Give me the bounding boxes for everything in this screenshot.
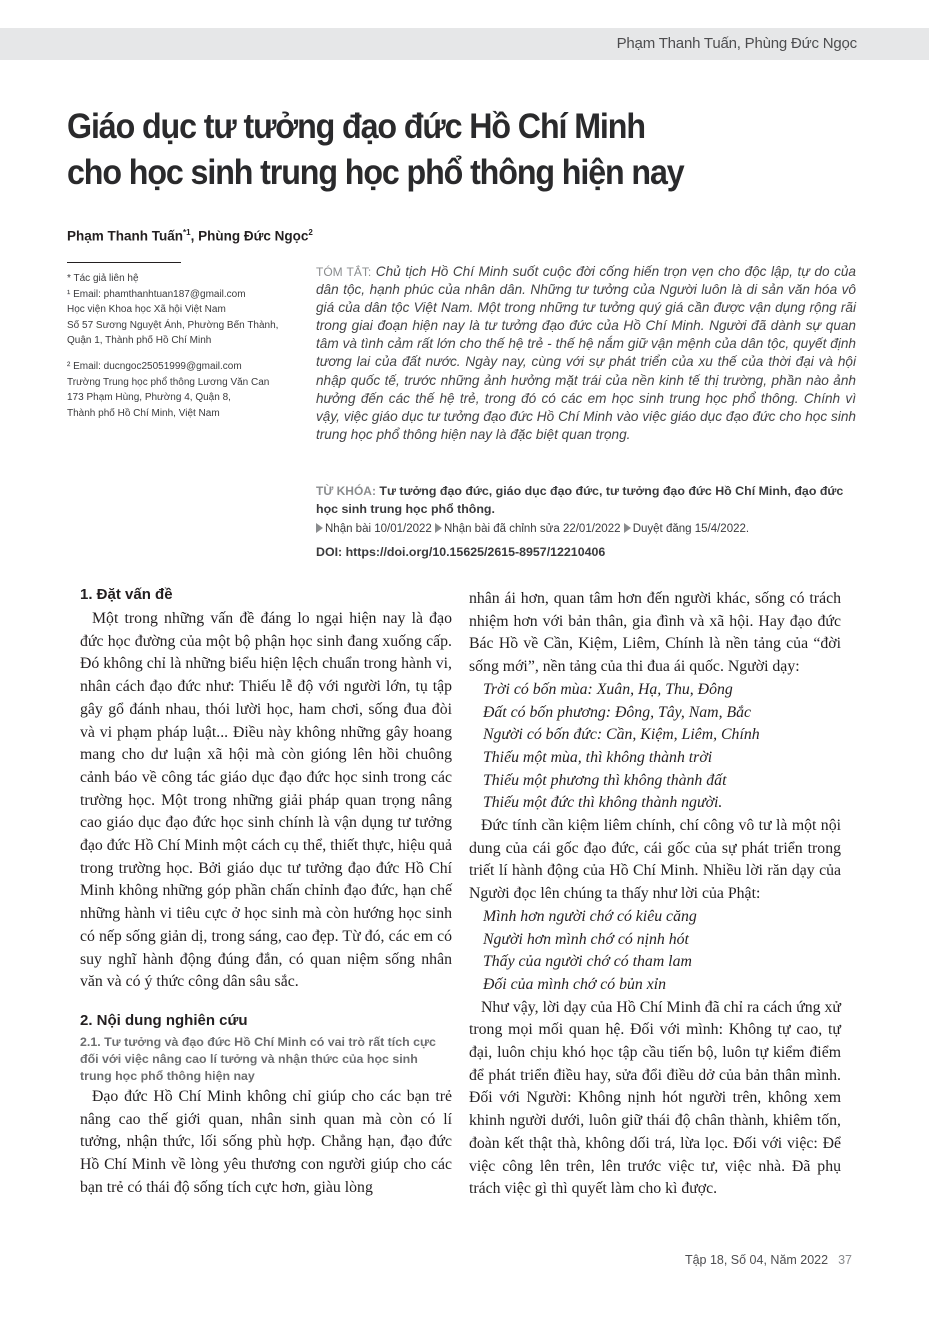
arrow-icon <box>435 523 442 533</box>
section-1-heading: 1. Đặt vấn đề <box>80 586 173 603</box>
author-line <box>67 228 313 244</box>
keywords-text: Tư tưởng đạo đức, giáo dục đạo đức, tư tưởng đạo đức Hồ Chí Minh, đạo đức học sinh trung học phổ thông. <box>316 484 844 516</box>
poem-line: Người hơn mình chớ có nịnh hót <box>483 930 689 948</box>
section-2-1-heading: 2.1. Tư tưởng và đạo đức Hồ Chí Minh có vai trò rất tích cực đối với việc nâng cao lí tưởng và nhận thức của học sinh trung học phổ thông hiện nay <box>80 1034 436 1083</box>
title-line-1: Giáo dục tư tưởng đạo đức Hồ Chí Minh <box>67 107 645 146</box>
poem-line: Người có bốn đức: Cần, Kiệm, Liêm, Chính <box>483 726 760 744</box>
body-paragraph: nhân ái hơn, quan tâm hơn đến người khác, sống có trách nhiệm hơn với bản thân, gia đình và xã hội. Hay đạo đức Bác Hồ về Cần, Kiệm, Liêm, Chính là nền tảng của “đời sống mới”, nền tảng của thi đua ái quốc. Người dạy: <box>469 590 841 676</box>
affiliations <box>67 271 297 421</box>
body-paragraph: Như vậy, lời dạy của Hồ Chí Minh đã chỉ ra cách ứng xử trong mọi mối quan hệ. Đối với mình: Không tự cao, tự đại, luôn chịu khó học tập cầu tiến bộ, luôn tự kiểm điểm để phát triển điều hay, sửa đổi điều dở của bản thân mình. Đối với Người: Không nịnh hót người trên, không xem khinh người dưới, luôn giữ thái độ chân thành, khiêm tốn, đoàn kết thật thà, không dối trá, lừa lọc. Đối với việc: Để việc công lên trên, lên trước việc tư, việc nhà. Đã phụ trách việc gì thì quyết làm cho kì được. <box>469 998 841 1198</box>
poem-line: Trời có bốn mùa: Xuân, Hạ, Thu, Đông <box>483 680 733 698</box>
poem-line: Đất có bốn phương: Đông, Tây, Nam, Bắc <box>483 703 752 721</box>
author-1-mark: *1 <box>183 228 191 237</box>
body-column-left <box>80 584 452 1199</box>
section-2-paragraph: Đạo đức Hồ Chí Minh không chỉ giúp cho các bạn trẻ nâng cao thế giới quan, nhân sinh quan mà còn có lí tưởng, nhận thức, lối sống phù hợp. Chẳng hạn, đạo đức Hồ Chí Minh về lòng yêu thương con người giúp cho các bạn trẻ có thái độ sống tích cực hơn, giàu lòng <box>80 1087 452 1196</box>
arrow-icon <box>624 523 631 533</box>
author-2: Phùng Đức Ngọc <box>198 228 309 244</box>
title-line-2: cho học sinh trung học phổ thông hiện nay <box>67 153 684 192</box>
affiliation-line: ¹ Email: phamthanhtuan187@gmail.com <box>67 288 246 300</box>
date-revised: Nhận bài đã chỉnh sửa 22/01/2022 <box>444 523 621 535</box>
section-1-paragraph: Một trong những vấn đề đáng lo ngại hiện nay là đạo đức học đường của một bộ phận học sinh đang xuống cấp. Đó không chỉ là những biểu hiện lệch chuẩn trong hành vi, nhân cách đạo đức như: Thiếu lễ độ với người lớn, tụ tập gây gổ đánh nhau, thói lười học, ham chơi, sống đua đòi và vi phạm pháp luật... Điều này không những gây hoang mang cho dư luận xã hội mà còn gióng lên hồi chuông cảnh báo về công tác giáo dục đạo đức học sinh trong các trường học. Một trong những giải pháp quan trọng nâng cao giáo dục đạo đức học sinh chính là vận dụng tư tưởng đạo đức Hồ Chí Minh một cách cụ thể, thiết thực, hiệu quả trong trường học. Bởi giáo dục tư tưởng đạo đức Hồ Chí Minh không những góp phần chấn chỉnh đạo đức, hạn chế những hành vi tiêu cực ở học sinh mà còn hướng học sinh có nếp sống giản dị, trong sáng, cao đẹp. Từ đó, các em có suy nghĩ hành động đúng đắn, có quan niệm sống nhân văn và có ý thức công dân sâu sắc. <box>80 610 452 991</box>
affiliation-line: Thành phố Hồ Chí Minh, Việt Nam <box>67 407 220 419</box>
poem-line: Thiếu một phương thì không thành đất <box>483 771 727 789</box>
affiliation-line: Trường Trung học phổ thông Lương Văn Can <box>67 376 270 388</box>
affiliation-line: Học viện Khoa học Xã hội Việt Nam <box>67 304 226 316</box>
poem-line: Đối của mình chớ có bủn xỉn <box>483 975 667 993</box>
abstract <box>316 263 856 444</box>
affiliation-line: Số 57 Sương Nguyệt Ánh, Phường Bến Thành, <box>67 319 279 331</box>
author-2-mark: 2 <box>308 228 313 237</box>
abstract-text: Chủ tịch Hồ Chí Minh suốt cuộc đời cống hiến trọn vẹn cho độc lập, tự do của dân tộc, hạnh phúc của nhân dân. Những tư tưởng của Người luôn là di sản văn hóa vô giá của dân tộc Việt Nam. Một trong những tư tưởng quý giá cần được vận dụng rộng rãi trong giai đoạn hiện nay là tư tưởng đạo đức của Hồ Chí Minh. Người đã dành sự quan tâm và tình cảm rất lớn cho thế hệ trẻ - thế hệ nắm giữ vận mệnh của dân tộc, quyết định tương lai của đất nước. Ngày nay, cùng với sự phát triển của xu thế của thời đại và hội nhập quốc tế, trước những ảnh hưởng mặt trái của nền kinh tế thị trường, phần nào ảnh hưởng đến các thế hệ trẻ, trong đó có các em học sinh trung học phổ thông. Chính vì vậy, việc giáo dục tư tưởng đạo đức Hồ Chí Minh vào việc giáo dục đạo đức cho học sinh trung học phổ thông hiện nay là đặc biệt quan trọng. <box>316 264 856 442</box>
affiliation-rule <box>67 262 181 263</box>
author-1: Phạm Thanh Tuấn <box>67 228 184 244</box>
article-dates <box>316 523 749 535</box>
body-column-right <box>469 588 841 1201</box>
page-number: 37 <box>838 1253 852 1267</box>
issue-info: Tập 18, Số 04, Năm 2022 <box>684 1253 829 1267</box>
date-received: Nhận bài 10/01/2022 <box>325 523 432 535</box>
section-2-heading: 2. Nội dung nghiên cứu <box>80 1011 248 1029</box>
running-header: Phạm Thanh Tuấn, Phùng Đức Ngọc <box>616 35 857 52</box>
keywords <box>316 482 861 518</box>
body-paragraph: Đức tính cần kiệm liêm chính, chí công vô tư là một nội dung của cái gốc đạo đức, cái gốc của sự phát triển trong triết lí hành động của Hồ Chí Minh. Nhiều lời răn dạy của Người đọc lên chúng ta thấy như lời của Phật: <box>469 817 841 903</box>
keywords-label: TỪ KHÓA: <box>316 484 376 498</box>
author-separator: , <box>190 228 199 244</box>
article-title <box>67 104 803 196</box>
poem-line: Mình hơn người chớ có kiêu căng <box>483 907 697 925</box>
affiliation-line: Quận 1, Thành phố Hồ Chí Minh <box>67 335 212 347</box>
affiliation-line: * Tác giả liên hệ <box>67 273 139 284</box>
date-accepted: Duyệt đăng 15/4/2022. <box>632 523 750 535</box>
abstract-label: TÓM TẮT: <box>316 265 372 279</box>
poem-line: Thiếu một đức thì không thành người. <box>483 794 723 812</box>
poem-line: Thiếu một mùa, thì không thành trời <box>483 748 713 766</box>
doi-link[interactable]: DOI: https://doi.org/10.15625/2615-8957/12210406 <box>316 545 606 559</box>
affiliation-line: ² Email: ducngoc25051999@gmail.com <box>67 360 242 372</box>
affiliation-line: 173 Phạm Hùng, Phường 4, Quận 8, <box>67 392 231 404</box>
poem-line: Thấy của người chớ có tham lam <box>483 953 692 971</box>
page-footer <box>685 1253 852 1267</box>
arrow-icon <box>316 523 323 533</box>
